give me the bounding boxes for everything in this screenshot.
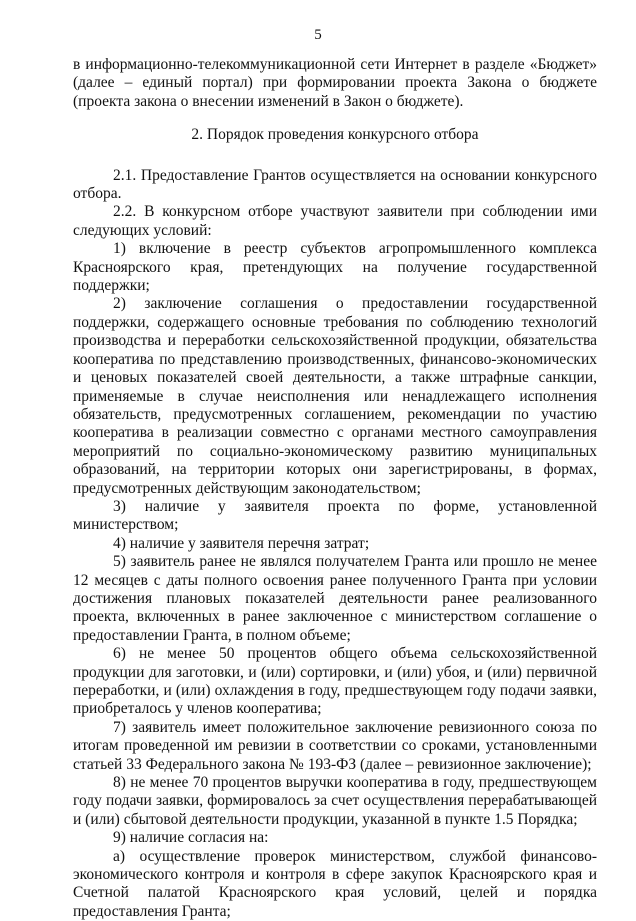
paragraph-2-2: 2.2. В конкурсном отборе участвуют заявители при соблюдении ими следующих условий: xyxy=(73,203,597,239)
condition-3: 3) наличие у заявителя проекта по форме, установленной министерством; xyxy=(73,497,597,534)
condition-8: 8) не менее 70 процентов выручки кооператива в году, предшествующем году подачи заявки, формировалось за счет осуществления перерабатывающей и (или) сбытовой деятельности продукции, указанной в пункте 1.5 Порядка; xyxy=(73,774,597,828)
condition-6: 6) не менее 50 процентов общего объема сельскохозяйственной продукции для заготовки, и (или) сортировки, и (или) убоя, и (или) первичной переработки, и (или) охлаждения в году, предшествующем году подачи заявки, приобреталось у членов кооператива; xyxy=(73,645,597,718)
condition-9-a: а) осуществление проверок министерством, службой финансово-экономического контроля и контроля в сфере закупок Красноярского края и Счетной палатой Красноярского края условий, целей и порядка предоставления Гранта; xyxy=(73,847,597,920)
intro-paragraph: в информационно-телекоммуникационной сети Интернет в разделе «Бюджет» (далее – единый портал) при формировании проекта Закона о бюджете (проекта закона о внесении изменений в Закон о бюджете). xyxy=(73,56,597,110)
condition-7: 7) заявитель имеет положительное заключение ревизионного союза по итогам проведенной им ревизии в соответствии со сроками, установленными статьей 33 Федерального закона № 193-ФЗ (далее – ревизионное заключение); xyxy=(73,718,597,773)
condition-5: 5) заявитель ранее не являлся получателем Гранта или прошло не менее 12 месяцев с даты полного освоения ранее полученного Гранта при условии достижения плановых показателей деятельности ранее реализованного проекта, включенных в ранее заключенное с министерством соглашение о предоставлении Гранта, в полном объеме; xyxy=(73,553,597,644)
condition-4: 4) наличие у заявителя перечня затрат; xyxy=(113,534,370,552)
document-body xyxy=(73,56,597,921)
condition-2: 2) заключение соглашения о предоставлении государственной поддержки, содержащего основные требования по соблюдению технологий производства и переработки сельскохозяйственной продукции, обязательства кооператива по представлению производственных, финансово-экономических и ценовых показателей своей деятельности, а также штрафные санкции, применяемые в случае неисполнения или ненадлежащего исполнения обязательств, предусмотренных соглашением, рекомендации по участию кооператива в реализации совместно с органами местного самоуправления мероприятий по социально-экономическому развитию муниципальных образований, на территории которых они зарегистрированы, в формах, предусмотренных действующим законодательством; xyxy=(73,295,597,497)
condition-9: 9) наличие согласия на: xyxy=(113,829,269,847)
paragraph-2-1: 2.1. Предоставление Грантов осуществляется на основании конкурсного отбора. xyxy=(73,166,597,203)
condition-1: 1) включение в реестр субъектов агропромышленного комплекса Красноярского края, претендующих на получение государственной поддержки; xyxy=(73,240,597,295)
section-heading: 2. Порядок проведения конкурсного отбора xyxy=(191,126,479,144)
page-number: 5 xyxy=(314,27,322,43)
